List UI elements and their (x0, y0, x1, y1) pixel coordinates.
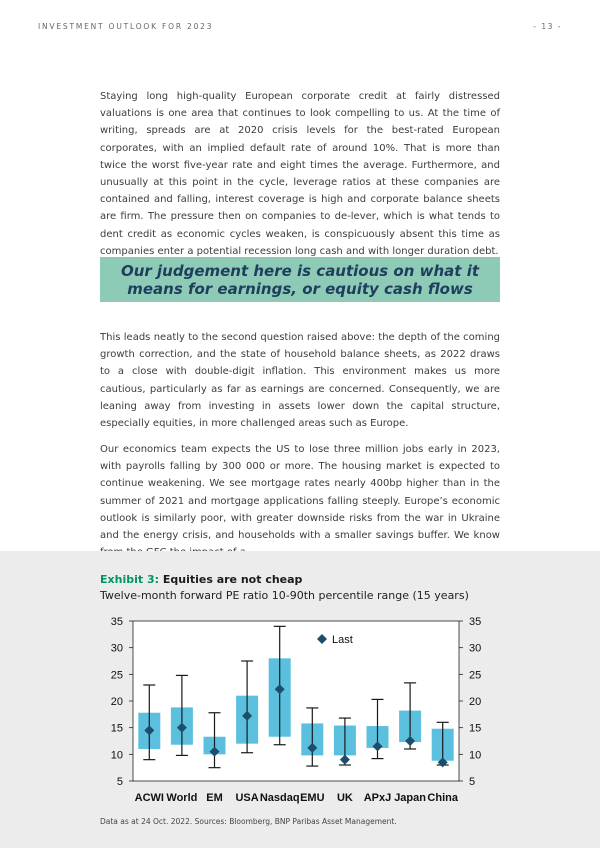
x-tick-label: ACWI (134, 792, 164, 804)
exhibit-subtitle: Twelve-month forward PE ratio 10-90th percentile range (15 years) (100, 589, 469, 602)
pull-quote-text: Our judgement here is cautious on what it means for earnings, or equity cash flows (120, 261, 480, 298)
y-tick-label-right: 30 (469, 642, 482, 655)
legend-label: Last (332, 634, 353, 646)
paragraph-3: Our economics team expects the US to lose three million jobs early in 2023, with payrolls falling by 300 000 or more. The housing market is expected to continue weakening. We see mortgage rates nearly 400bp higher than in the summer of 2021 and mortgage applications falling steeply. Europe’s economic outlook is similarly poor, with greater downside risks from the war in Ukraine and the energy crisis, and households with a smaller savings buffer. We know (100, 444, 500, 542)
pull-quote (100, 257, 500, 302)
x-tick-label: EM (206, 792, 223, 804)
y-tick-label-right: 20 (469, 696, 482, 708)
paragraph-2: This leads neatly to the second question raised above: the depth of the coming growth correction, and the state of household balance sheets, as 2022 draws to a close with double-digit inflation. This environment makes us more cautious, particularly as far as earnings are concerned. Consequently, we are leaning away from investing in assets lower down the capital structure, especially equities, in more challenged areas such as Europe. (100, 332, 500, 430)
header-title: INVESTMENT OUTLOOK FOR 2023 (38, 22, 214, 31)
exhibit-label: Exhibit 3: (100, 573, 159, 586)
exhibit-panel (0, 551, 600, 848)
y-tick-label-right: 15 (469, 722, 482, 735)
y-tick-label-left: 5 (116, 776, 123, 788)
paragraph-1: Staying long high-quality European corporate credit at fairly distressed valuations is one area that continues to look compelling to us. At the time of writing, spreads are at 2020 crisis levels for the best-rated European corporates, with an implied default rate of around 10%. That is more than twice the worst five-year rate and eight times the average. Furthermore, and unusually at this point in the cycle, leverage ratios at these companies are contained and falling, interest coverage is high and corporate balance sheets are firm. The pressure then on companies to de-lever, which is what tends to dent credit as economic cycles weaken, is conspicuously absent this time as companies enter a potential recession long cash and with longer duration debt. (100, 91, 500, 257)
y-tick-label-left: 25 (110, 669, 123, 682)
x-tick-label: Japan (394, 792, 426, 804)
y-tick-label-left: 10 (110, 749, 123, 762)
source-note: Data as at 24 Oct. 2022. Sources: Bloomberg, BNP Paribas Asset Management. (100, 817, 397, 826)
y-tick-label-left: 20 (110, 696, 123, 708)
x-tick-label: USA (235, 792, 259, 804)
y-tick-label-right: 35 (469, 616, 482, 628)
page-header (38, 22, 562, 36)
pe-range-chart (0, 551, 600, 848)
y-tick-label-left: 35 (110, 616, 123, 628)
y-tick-label-right: 10 (469, 749, 482, 762)
x-tick-label: World (166, 792, 198, 804)
y-tick-label-right: 25 (469, 669, 482, 682)
x-tick-label: China (427, 792, 458, 804)
y-tick-label-right: 5 (469, 776, 476, 788)
y-tick-label-left: 30 (110, 642, 123, 655)
x-tick-label: APxJ (363, 792, 392, 804)
x-tick-label: UK (336, 792, 353, 804)
x-tick-label: Nasdaq (259, 792, 300, 804)
exhibit-title-text: Equities are not cheap (162, 573, 303, 586)
category-china (432, 722, 454, 767)
x-tick-label: EMU (300, 792, 325, 804)
y-tick-label-left: 15 (110, 722, 123, 735)
page-number: - 13 - (533, 22, 562, 31)
